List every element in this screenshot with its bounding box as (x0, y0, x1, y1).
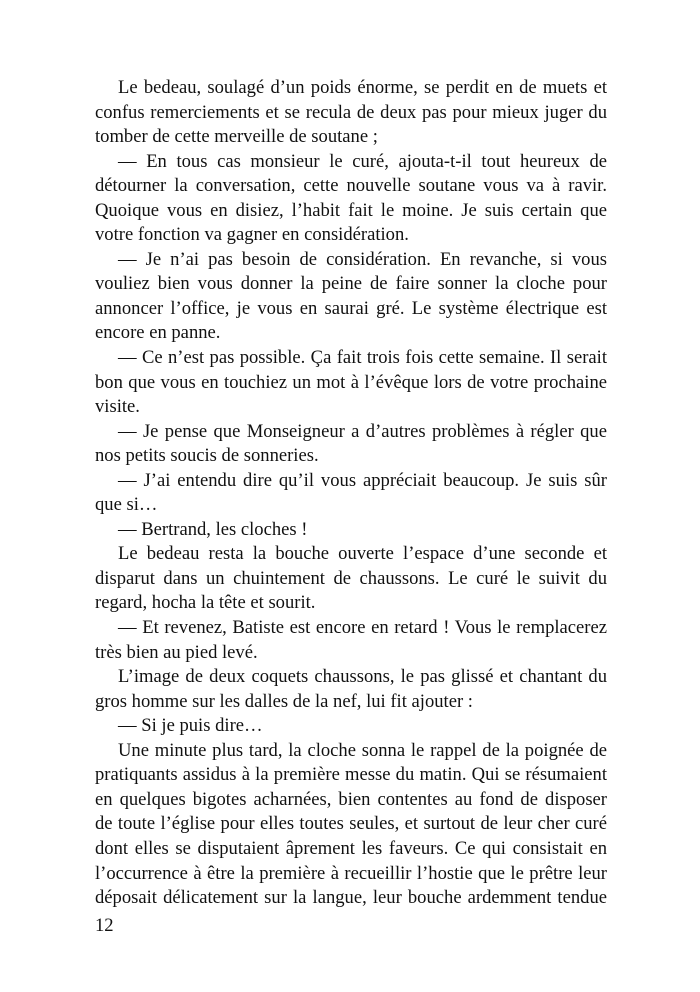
paragraph-dialogue: — Je n’ai pas besoin de considération. En revanche, si vous vouliez bien vous donner la peine de faire sonner la cloche pour annoncer l’office, je vous en saurai gré. Le système électrique est encore en panne. (95, 248, 607, 344)
paragraph-dialogue: — En tous cas monsieur le curé, ajouta-t-il tout heureux de détourner la conversation, cette nouvelle soutane vous va à ravir. Quoique vous en disiez, l’habit fait le moine. Je suis certain que votre fonction va gagner en considération. (95, 150, 607, 246)
paragraph-dialogue: — Je pense que Monseigneur a d’autres problèmes à régler que nos petits soucis de sonneries. (95, 420, 607, 467)
paragraph: Le bedeau, soulagé d’un poids énorme, se perdit en de muets et confus remerciements et se recula de deux pas pour mieux juger du tomber de cette merveille de soutane ; (95, 77, 607, 148)
paragraph-dialogue: — Et revenez, Batiste est encore en retard ! Vous le remplacerez très bien au pied levé. (95, 617, 607, 663)
paragraph-dialogue: — Bertrand, les cloches ! (118, 518, 308, 540)
paragraph-dialogue: — J’ai entendu dire qu’il vous appréciait beaucoup. Je suis sûr que si… (95, 469, 607, 516)
paragraph-dialogue: — Ce n’est pas possible. Ça fait trois fois cette semaine. Il serait bon que vous en touchiez un mot à l’évêque lors de votre prochaine visite. (95, 347, 607, 418)
paragraph-dialogue: — Si je puis dire… (118, 715, 263, 737)
paragraph: Le bedeau resta la bouche ouverte l’espace d’une seconde et disparut dans un chuintement de chaussons. Le curé le suivit du regard, hocha la tête et sourit. (95, 543, 607, 614)
paragraph: L’image de deux coquets chaussons, le pas glissé et chantant du gros homme sur les dalles de la nef, lui fit ajouter : (95, 666, 607, 712)
paragraph-last: Une minute plus tard, la cloche sonna le rappel de la poignée de pratiquants assidus à la première messe du matin. Qui se résumaient en quelques bigotes acharnées, bien contentes au fond de disposer de toute l’église pour elles toutes seules, et surtout de leur cher curé dont elles se disputaient âprement les faveurs. Ce qui consistait en l’occurrence à être la première à recueillir l’hostie que le prêtre leur déposait délicatement sur la langue, leur bouche ardemment tendue (95, 739, 607, 909)
page-body (95, 76, 607, 911)
page-number: 12 (95, 915, 114, 936)
